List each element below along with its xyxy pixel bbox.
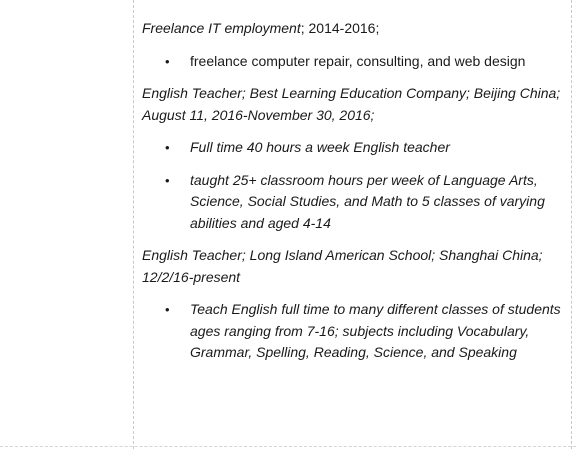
table-right-border xyxy=(571,0,573,449)
bullet-icon: • xyxy=(165,172,170,188)
bullet-icon: • xyxy=(165,140,170,155)
job-entry-long-island xyxy=(142,245,566,288)
job-dates: 2014-2016; xyxy=(304,20,380,36)
list-item xyxy=(142,137,566,159)
list-item xyxy=(142,299,566,364)
job-employer: Freelance IT employment xyxy=(142,20,301,36)
table-left-cell xyxy=(0,0,134,449)
list-item xyxy=(142,51,566,73)
list-item xyxy=(142,170,566,235)
duty-text: taught 25+ classroom hours per week of Language Arts, Science, Social Studies, and Math to 5 classes of varying abilities and aged 4-14 xyxy=(190,171,545,231)
duty-text: freelance computer repair, consulting, and web design xyxy=(190,52,526,69)
job-duties-list xyxy=(142,299,566,364)
duty-text: Teach English full time to many different classes of students ages ranging from 7-16; subjects including Vocabulary, Grammar, Spelling, Reading, Science, and Speaking xyxy=(190,301,561,360)
job-heading: English Teacher; Best Learning Education Company; Beijing China; August 11, 2016-November 30, 2016; xyxy=(142,85,561,123)
job-separator: ; xyxy=(300,20,305,36)
job-entry-best-learning xyxy=(142,83,566,126)
experience-section xyxy=(142,18,566,375)
job-entry-freelance xyxy=(142,18,566,40)
table-bottom-border xyxy=(0,446,576,447)
job-duties-list xyxy=(142,51,566,73)
bullet-icon: • xyxy=(165,53,170,69)
job-duties-list xyxy=(142,137,566,234)
job-heading: English Teacher; Long Island American School; Shanghai China; 12/2/16-present xyxy=(142,247,543,285)
bullet-icon: • xyxy=(165,302,170,317)
duty-text: Full time 40 hours a week English teacher xyxy=(190,139,450,155)
